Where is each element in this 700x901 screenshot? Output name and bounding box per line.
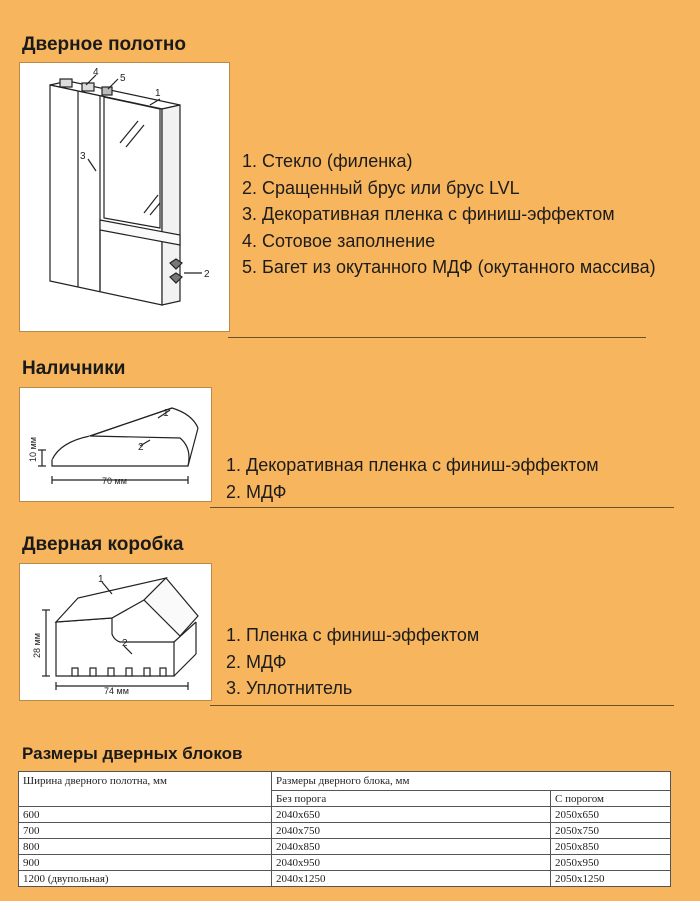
- cell-width: 800: [19, 839, 272, 855]
- list-item: 5. Багет из окутанного МДФ (окутанного массива): [242, 257, 656, 277]
- cell-with-threshold: 2050x1250: [551, 871, 671, 887]
- sizes-table: [18, 771, 671, 887]
- list-item: 2. Сращенный брус или брус LVL: [242, 177, 520, 198]
- callout-3: 3: [80, 151, 86, 162]
- casing-height-dimension: 10 мм: [28, 437, 38, 462]
- cell-with-threshold: 2050x850: [551, 839, 671, 855]
- list-item: 1. Пленка с финиш-эффектом: [226, 625, 480, 645]
- table-row: [19, 855, 671, 871]
- casings-title: Наличники: [22, 358, 126, 379]
- cell-no-threshold: 2040x850: [272, 839, 551, 855]
- callout-2: 2: [204, 269, 210, 280]
- frame-width-dimension: 74 мм: [104, 686, 129, 696]
- list-item: 3. Декоративная пленка с финиш-эффектом: [242, 204, 615, 224]
- cell-width: 600: [19, 807, 272, 823]
- cell-no-threshold: 2040x650: [272, 807, 551, 823]
- table-row: [19, 807, 671, 823]
- door-leaf-title: Дверное полотно: [22, 34, 187, 55]
- subheader-no-threshold: Без порога: [272, 791, 551, 807]
- door-leaf-drawing: [20, 63, 229, 331]
- list-item: 1. Стекло (филенка): [242, 151, 413, 171]
- header-leaf-width: Ширина дверного полотна, мм: [19, 772, 272, 807]
- table-row: [19, 823, 671, 839]
- cell-with-threshold: 2050x650: [551, 807, 671, 823]
- sizes-table-title: Размеры дверных блоков: [22, 744, 243, 763]
- cell-width: 700: [19, 823, 272, 839]
- door-leaf-diagram: [19, 62, 230, 332]
- section-divider: [210, 507, 674, 508]
- cell-no-threshold: 2040x950: [272, 855, 551, 871]
- frame-height-dimension: 28 мм: [32, 633, 42, 658]
- cell-with-threshold: 2050x950: [551, 855, 671, 871]
- door-frame-diagram: [19, 563, 212, 701]
- door-leaf-list: [242, 148, 656, 281]
- callout-2: 2: [122, 638, 128, 649]
- door-frame-drawing: [20, 564, 211, 700]
- callout-2: 2: [138, 442, 144, 453]
- casing-width-dimension: 70 мм: [102, 476, 127, 486]
- callout-4: 4: [93, 67, 99, 78]
- list-item: 2. МДФ: [226, 651, 287, 672]
- callout-5: 5: [120, 73, 126, 84]
- cell-width: 900: [19, 855, 272, 871]
- door-frame-title: Дверная коробка: [22, 534, 184, 555]
- cell-with-threshold: 2050x750: [551, 823, 671, 839]
- casings-drawing: [20, 388, 211, 501]
- casings-diagram: [19, 387, 212, 502]
- callout-1: 1: [155, 88, 161, 99]
- list-item: 1. Декоративная пленка с финиш-эффектом: [226, 455, 599, 475]
- door-frame-list: [226, 622, 479, 702]
- cell-no-threshold: 2040x750: [272, 823, 551, 839]
- table-row: [19, 871, 671, 887]
- subheader-with-threshold: С порогом: [551, 791, 671, 807]
- cell-no-threshold: 2040x1250: [272, 871, 551, 887]
- header-block-sizes: Размеры дверного блока, мм: [272, 772, 671, 791]
- table-header-row: [19, 772, 671, 791]
- casings-list: [226, 452, 599, 505]
- section-divider: [228, 337, 646, 338]
- list-item: 2. МДФ: [226, 481, 287, 502]
- table-row: [19, 839, 671, 855]
- cell-width: 1200 (двупольная): [19, 871, 272, 887]
- callout-1: 1: [98, 574, 104, 585]
- callout-1: 1: [163, 408, 169, 419]
- section-divider: [210, 705, 674, 706]
- list-item: 4. Сотовое заполнение: [242, 230, 436, 251]
- list-item: 3. Уплотнитель: [226, 678, 353, 698]
